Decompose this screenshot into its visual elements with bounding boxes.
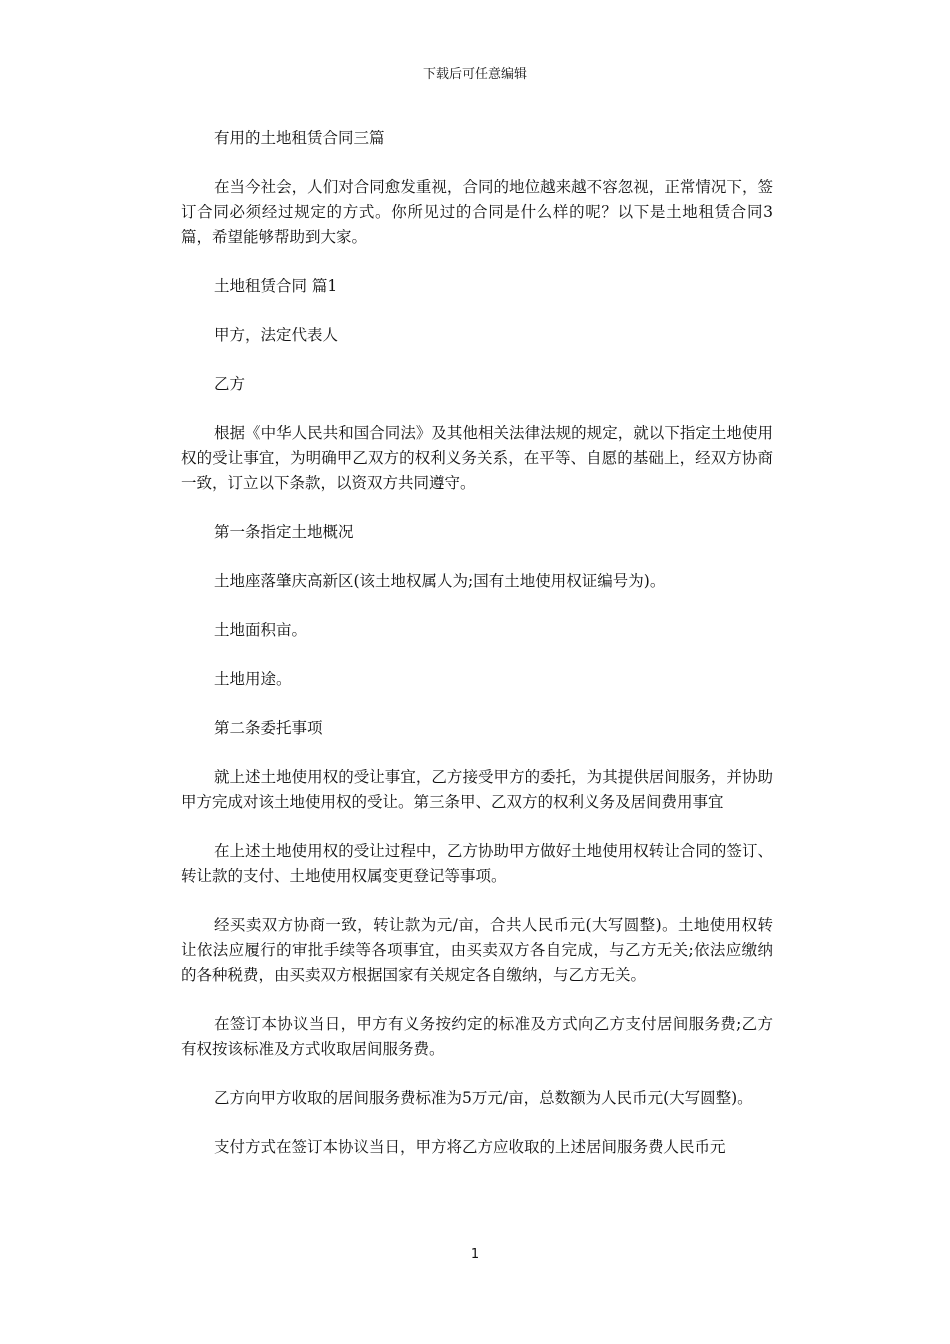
- assistance-paragraph: 在上述土地使用权的受让过程中，乙方协助甲方做好土地使用权转让合同的签订、转让款的支付、土地使用权属变更登记等事项。: [181, 842, 773, 885]
- land-area-line: 土地面积亩。: [214, 621, 308, 639]
- party-a-line: 甲方，法定代表人: [214, 326, 339, 344]
- preamble-paragraph: 根据《中华人民共和国合同法》及其他相关法律法规的规定，就以下指定土地使用权的受让事宜，为明确甲乙双方的权利义务关系，在平等、自愿的基础上，经双方协商一致，订立以下条款，以资双方共同遵守。: [181, 424, 773, 492]
- payment-method-paragraph: 支付方式在签订本协议当日，甲方将乙方应收取的上述居间服务费人民币元: [214, 1138, 726, 1156]
- fee-standard-paragraph: 乙方向甲方收取的居间服务费标准为5万元/亩，总数额为人民币元(大写圆整)。: [214, 1089, 753, 1107]
- section-heading: 土地租赁合同 篇1: [214, 277, 338, 295]
- intro-paragraph: 在当今社会，人们对合同愈发重视，合同的地位越来越不容忽视，正常情况下，签订合同必须经过规定的方式。你所见过的合同是什么样的呢？以下是土地租赁合同3篇，希望能够帮助到大家。: [181, 178, 773, 246]
- document-title: 有用的土地租赁合同三篇: [214, 129, 385, 147]
- article-2-heading: 第二条委托事项: [214, 719, 323, 737]
- land-use-line: 土地用途。: [214, 670, 292, 688]
- land-location-line: 土地座落肇庆高新区(该土地权属人为;国有土地使用权证编号为)。: [214, 572, 666, 590]
- price-paragraph: 经买卖双方协商一致，转让款为元/亩，合共人民币元(大写圆整)。土地使用权转让依法应履行的审批手续等各项事宜，由买卖双方各自完成，与乙方无关;依法应缴纳的各种税费，由买卖双方根据国家有关规定各自缴纳，与乙方无关。: [181, 916, 773, 984]
- page-number: 1: [470, 1247, 480, 1262]
- article-1-heading: 第一条指定土地概况: [214, 523, 354, 541]
- header-note: 下载后可任意编辑: [422, 67, 527, 82]
- party-b-line: 乙方: [214, 375, 246, 393]
- document-body: [181, 126, 773, 1184]
- fee-obligation-paragraph: 在签订本协议当日，甲方有义务按约定的标准及方式向乙方支付居间服务费;乙方有权按该标准及方式收取居间服务费。: [181, 1015, 773, 1058]
- commission-paragraph: 就上述土地使用权的受让事宜，乙方接受甲方的委托，为其提供居间服务，并协助甲方完成对该土地使用权的受让。第三条甲、乙双方的权利义务及居间费用事宜: [181, 768, 773, 811]
